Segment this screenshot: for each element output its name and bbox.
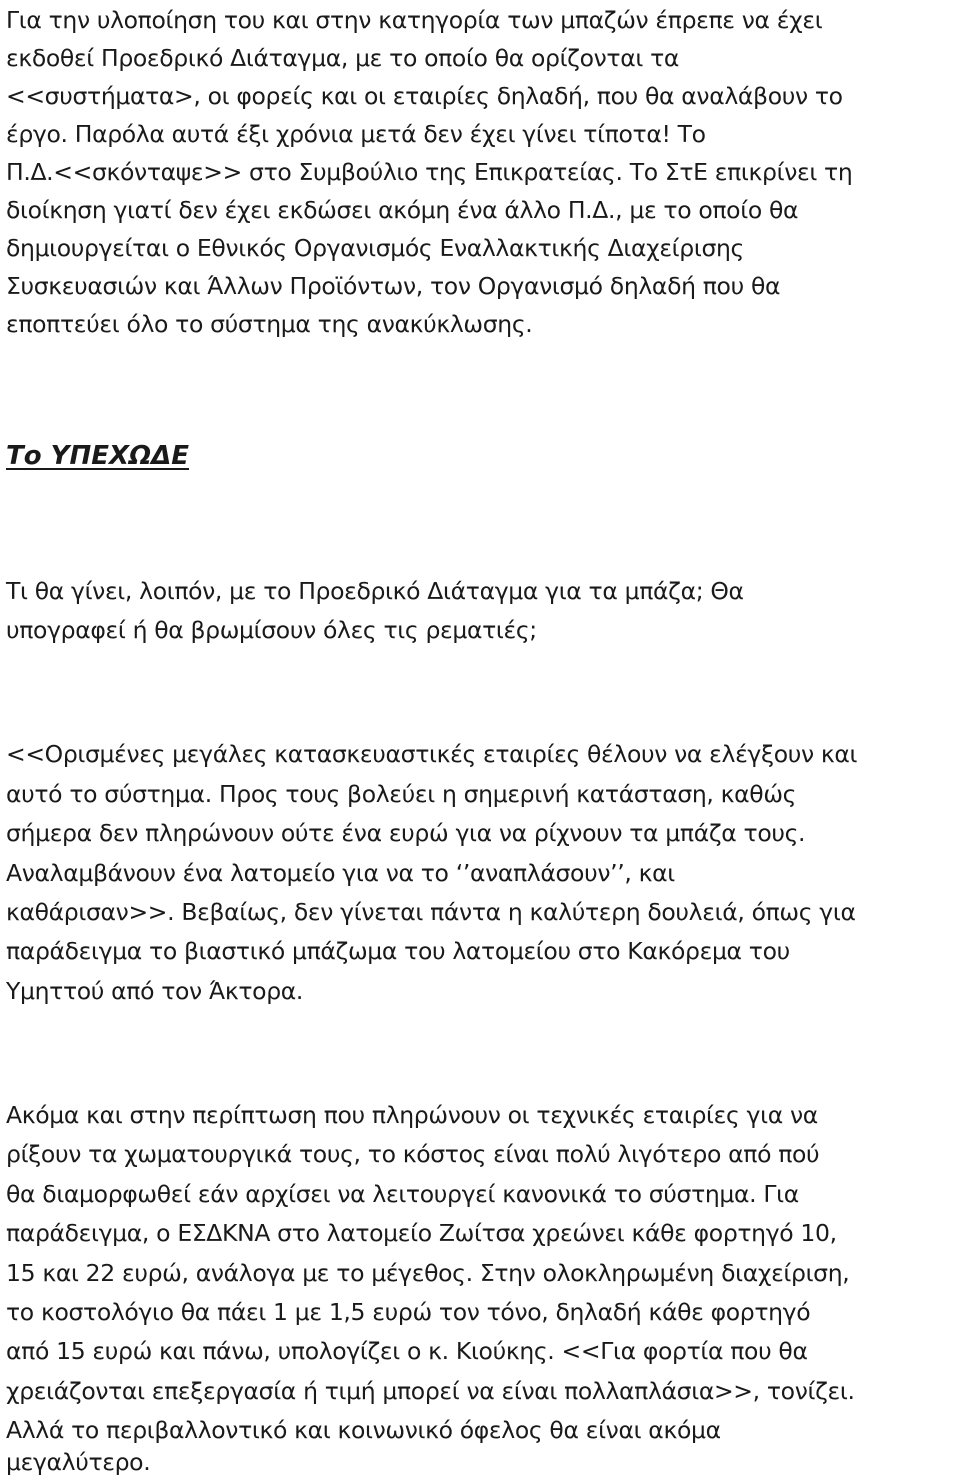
text-line: Αναλαμβάνουν ένα λατομείο για να το ‘’αναπλάσουν’’, και	[6, 859, 675, 887]
text-line: παράδειγμα το βιαστικό μπάζωμα του λατομείου στο Κακόρεμα του	[6, 937, 790, 965]
text-line: Για την υλοποίηση του και στην κατηγορία των μπαζών έπρεπε να έχει	[6, 6, 823, 34]
text-line: Αλλά το περιβαλλοντικό και κοινωνικό όφελος θα είναι ακόμα	[6, 1416, 721, 1444]
text-line: χρειάζονται επεξεργασία ή τιμή μπορεί να είναι πολλαπλάσια>>, τονίζει.	[6, 1377, 855, 1405]
text-line: αυτό το σύστημα. Προς τους βολεύει η σημερινή κατάσταση, καθώς	[6, 780, 797, 808]
text-line: <<Ορισμένες μεγάλες κατασκευαστικές εταιρίες θέλουν να ελέγξουν και	[6, 740, 858, 768]
text-line: εκδοθεί Προεδρικό Διάταγμα, με το οποίο θα ορίζονται τα	[6, 44, 680, 72]
text-line: το κοστολόγιο θα πάει 1 με 1,5 ευρώ τον τόνο, δηλαδή κάθε φορτηγό	[6, 1298, 811, 1326]
text-line: δημιουργείται ο Εθνικός Οργανισμός Εναλλακτικής Διαχείρισης	[6, 234, 744, 262]
text-line: διοίκηση γιατί δεν έχει εκδώσει ακόμη ένα άλλο Π.Δ., με το οποίο θα	[6, 196, 799, 224]
text-line: Υμηττού από τον Άκτορα.	[6, 977, 304, 1005]
text-line: Ακόμα και στην περίπτωση που πληρώνουν οι τεχνικές εταιρίες για να	[6, 1101, 818, 1129]
text-line: έργο. Παρόλα αυτά έξι χρόνια μετά δεν έχει γίνει τίποτα! Το	[6, 120, 706, 148]
text-line: <<συστήματα>, οι φορείς και οι εταιρίες δηλαδή, που θα αναλάβουν το	[6, 82, 843, 110]
text-line: Π.Δ.<<σκόνταψε>> στο Συμβούλιο της Επικρατείας. Το ΣτΕ επικρίνει τη	[6, 158, 853, 186]
text-line: υπογραφεί ή θα βρωμίσουν όλες τις ρεματιές;	[6, 616, 537, 644]
text-line: ρίξουν τα χωματουργικά τους, το κόστος είναι πολύ λιγότερο από πού	[6, 1140, 820, 1168]
text-line: Συσκευασιών και Άλλων Προϊόντων, τον Οργανισμό δηλαδή που θα	[6, 272, 781, 300]
text-line: 15 και 22 ευρώ, ανάλογα με το μέγεθος. Στην ολοκληρωμένη διαχείριση,	[6, 1259, 850, 1287]
text-line: Τι θα γίνει, λοιπόν, με το Προεδρικό Διάταγμα για τα μπάζα; Θα	[6, 577, 744, 605]
section-heading: Το ΥΠΕΧΩΔΕ	[6, 441, 190, 471]
text-line: από 15 ευρώ και πάνω, υπολογίζει ο κ. Κιούκης. <<Για φορτία που θα	[6, 1337, 808, 1365]
text-line: μεγαλύτερο.	[6, 1448, 151, 1476]
text-line: σήμερα δεν πληρώνουν ούτε ένα ευρώ για να ρίχνουν τα μπάζα τους.	[6, 819, 806, 847]
text-line: παράδειγμα, ο ΕΣΔΚΝΑ στο λατομείο Ζωίτσα χρεώνει κάθε φορτηγό 10,	[6, 1219, 837, 1247]
text-line: θα διαμορφωθεί εάν αρχίσει να λειτουργεί κανονικά το σύστημα. Για	[6, 1180, 799, 1208]
text-line: καθάρισαν>>. Βεβαίως, δεν γίνεται πάντα η καλύτερη δουλειά, όπως για	[6, 898, 856, 926]
text-line: εποπτεύει όλο το σύστημα της ανακύκλωσης.	[6, 310, 533, 338]
